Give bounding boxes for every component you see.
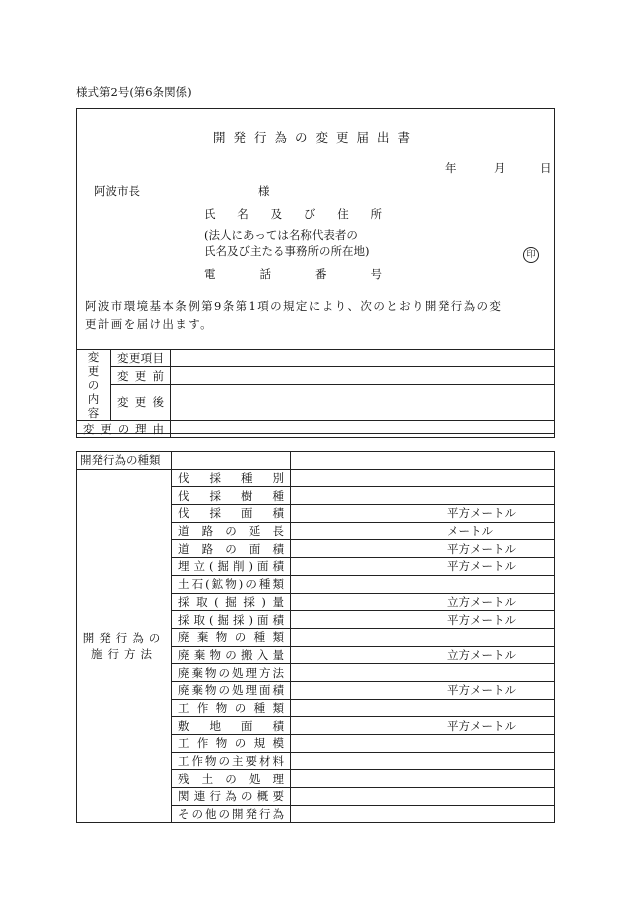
dev-item-field[interactable]: 平方メートル — [291, 505, 555, 523]
dev-item-label: 工作物の主要材料 — [172, 752, 291, 770]
change-after-label: 変更後 — [111, 384, 171, 420]
change-item-field[interactable] — [171, 350, 555, 367]
dev-item-field[interactable]: 平方メートル — [291, 717, 555, 735]
dev-item-label: 廃棄物の処理面積 — [172, 681, 291, 699]
char: 番 — [315, 267, 327, 281]
change-reason-label: 変更の理由 — [77, 421, 171, 438]
dev-item-field[interactable] — [291, 752, 555, 770]
telephone-label — [204, 266, 382, 282]
dev-item-label: 伐採面積 — [172, 505, 291, 523]
dev-item-field[interactable] — [291, 575, 555, 593]
char: 話 — [259, 267, 271, 281]
document-title: 開発行為の変更届出書 — [212, 130, 418, 145]
addressee: 阿波市長 — [94, 184, 140, 198]
char: 電 — [204, 267, 216, 281]
body-text-line1: 阿波市環境基本条例第9条第1項の規定により、次のとおり開発行為の変 — [85, 299, 503, 313]
dev-item-field[interactable]: 立方メートル — [291, 646, 555, 664]
dev-item-label: 埋立(掘削)面積 — [172, 558, 291, 576]
development-table — [76, 451, 555, 823]
dev-type-field[interactable] — [172, 452, 291, 470]
dev-item-field[interactable] — [291, 699, 555, 717]
table-row — [77, 452, 555, 470]
dev-item-field[interactable] — [291, 788, 555, 806]
body-text-line2: 更計画を届け出ます。 — [85, 317, 214, 331]
dev-method-label: 開発行為の施行方法 — [77, 469, 172, 823]
change-reason-field[interactable] — [171, 421, 555, 438]
change-before-label: 変更前 — [111, 367, 171, 384]
dev-item-field[interactable]: 平方メートル — [291, 611, 555, 629]
dev-item-label: 工作物の規模 — [172, 735, 291, 753]
dev-item-label: 道路の延長 — [172, 522, 291, 540]
dev-item-label: 採取(掘採)面積 — [172, 611, 291, 629]
change-content-label: 変 更 の 内 容 — [77, 350, 111, 421]
seal-icon: 印 — [523, 247, 539, 263]
change-table — [76, 349, 555, 438]
char: 及 — [270, 207, 283, 221]
dev-item-field[interactable] — [291, 628, 555, 646]
dev-item-field[interactable] — [291, 664, 555, 682]
form-number-label: 様式第2号(第6条関係) — [76, 85, 192, 99]
change-before-field[interactable] — [171, 367, 555, 384]
dev-item-field[interactable]: 平方メートル — [291, 681, 555, 699]
dev-item-label: 廃棄物の処理方法 — [172, 664, 291, 682]
dev-item-field[interactable] — [291, 469, 555, 487]
corp-note-line1: (法人にあっては名称代表者の — [204, 228, 358, 242]
dev-item-field[interactable]: メートル — [291, 522, 555, 540]
dev-item-label: 敷地面積 — [172, 717, 291, 735]
dev-item-label: 採取(掘採)量 — [172, 593, 291, 611]
dev-item-label: 工作物の種類 — [172, 699, 291, 717]
dev-item-field[interactable]: 立方メートル — [291, 593, 555, 611]
dev-item-label: 廃棄物の種類 — [172, 628, 291, 646]
dev-item-field[interactable] — [291, 735, 555, 753]
char: 号 — [370, 267, 382, 281]
change-after-field[interactable] — [171, 384, 555, 420]
dev-item-field[interactable]: 平方メートル — [291, 540, 555, 558]
dev-item-field[interactable]: 平方メートル — [291, 558, 555, 576]
notification-box — [76, 108, 555, 434]
table-row — [77, 469, 555, 487]
change-item-label: 変更項目 — [111, 350, 171, 367]
applicant-name-address-label — [204, 206, 382, 222]
dev-item-label: 道路の面積 — [172, 540, 291, 558]
char: 名 — [237, 207, 249, 221]
dev-item-label: 伐採樹種 — [172, 487, 291, 505]
dev-item-label: 廃棄物の搬入量 — [172, 646, 291, 664]
dev-item-label: その他の開発行為 — [172, 805, 291, 823]
dev-type-value[interactable] — [291, 452, 555, 470]
dev-item-field[interactable] — [291, 770, 555, 788]
date-day-label: 日 — [540, 161, 552, 175]
char: 氏 — [204, 207, 216, 221]
dev-item-field[interactable] — [291, 487, 555, 505]
dev-item-field[interactable] — [291, 805, 555, 823]
dev-item-label: 関連行為の概要 — [172, 788, 291, 806]
date-year-label: 年 — [445, 161, 457, 175]
dev-item-label: 土石(鉱物)の種類 — [172, 575, 291, 593]
char: び — [303, 207, 316, 221]
char: 所 — [370, 207, 382, 221]
dev-item-label: 残土の処理 — [172, 770, 291, 788]
date-month-label: 月 — [494, 161, 506, 175]
honorific: 様 — [258, 184, 270, 198]
corp-note-line2: 氏名及び主たる事務所の所在地) — [204, 244, 370, 258]
dev-item-label: 伐採種別 — [172, 469, 291, 487]
char: 住 — [337, 207, 349, 221]
dev-type-label: 開発行為の種類 — [77, 452, 172, 470]
